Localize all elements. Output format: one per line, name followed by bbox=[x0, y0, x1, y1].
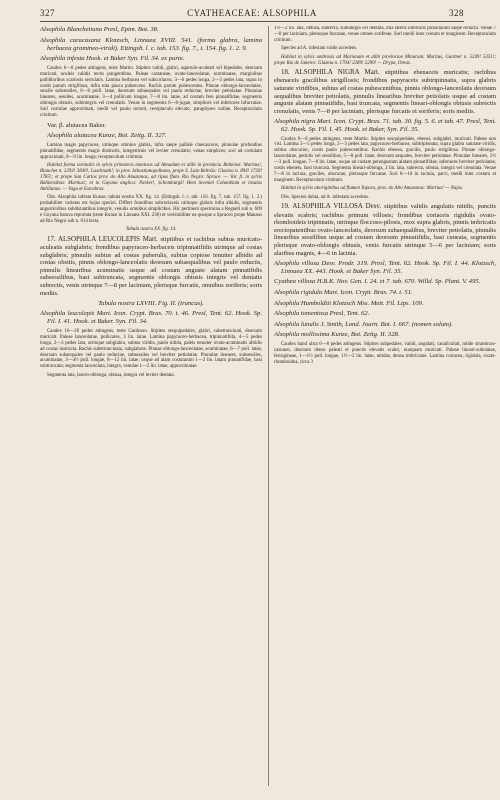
page-number-right: 328 bbox=[449, 8, 464, 18]
description: Caudex hand ultra 6—8 pedes attingens. Stipites subpedales, validi, angulati, canaliculati, nitide straminco-castanei, deorsum dense paleati et punctis elevatis scabri, nunquam muricati. Paleae lineari-subulatae, ferrugineae, 1—1½ poll. longae, 1½—2 lin. latae, nitidae, densa imbricatae. Lamina coriacea, rigidula, ovato-rhomboidea, circa 3 bbox=[274, 341, 496, 365]
plate-reference: Tabula nostra LXVIII. Fig. II. (truncus). bbox=[98, 299, 204, 307]
synonym: Alsophila mollissima Kunze, Bot. Zeitg. II. 328. bbox=[274, 331, 400, 339]
description-continued: 1½—2 lin. lata, obtusa, subrecta, subintegra vel dentata, ima lateris inferioris pinnularum saepe reducta. Venae 7—8 per laciniam, plerasque furcatae, venae omnes soriferae. Sori medii inter costam et marginem. Receptaculum crinitum. bbox=[274, 26, 496, 43]
synonym: Alsophila caracasana Klotzsch, Linnaea XVIII. 541. (forma glabra, lamina herbacea gramineo-viridi). Ettingsh. l. c. tab. 153. fig. 7., t. 154. fig. 1. 2. 9. bbox=[40, 36, 262, 52]
species-18-title: 18. ALSOPHILA NIGRA Mart. bbox=[281, 69, 380, 77]
header-rule bbox=[40, 21, 464, 22]
left-column bbox=[40, 26, 262, 792]
habitat: Habitat in sylvis umbrosis ad Marianam et alibi provinciae Minarum: Martius, Gardner n. 5249! 5351!; prope Rio de Janeiro: Glaziou n. 1704! 2289! 2290! — Drypa, Oreas. bbox=[274, 54, 496, 66]
synonym: Alsophila tomentosa Presl, Tent. 62. bbox=[274, 310, 370, 318]
variety-description: Lamina magis papyracea, utrinque omnino glabra, infra saepe pallide cinerascens, pinnulae profundius pinnatifidae, segmentis magis distinctis, integerrimis vel leviter crenulatis; venae simplices; sori ad costulam approximati, 8—9 lin. longa; receptaculum crinitum. bbox=[40, 142, 262, 160]
species-17-diagnosis: stipitibus et rachibus subtus muricato-aculeatis subglabris; frondibus papyraceo-herbaceis tripinnatifidis utrinque ad costas subglabris; pinnulis subtus ad costas puberulis, subtus copiose tenuiter albidis ad costas obsitis, pinnis oblongo-lanceolatis deorsum subaequalibus vel paulo reductis, pinnulis linearibus acuminatis usque ad costam anguste alatam pinnatifidis subsessilibus, basi subtruncata, segmentis oblongis obtusis integris vel dentatis subrectis, venis utrinque 7—8 per laciniam, plerisque furcatis, omnibus soriferis; soris mediis. bbox=[40, 235, 262, 297]
plate-reference: Tabula nostra XX. fig. 14. bbox=[125, 227, 177, 233]
species-17 bbox=[40, 236, 262, 297]
synonym: Alsophila leucolepis Mart. Icon. Crypt. Bras. 70. t. 46. Presl, Tent. 62. Hook. Sp. Fil. I. 41. Hook. et Baker. Syn. Fil. 34. bbox=[40, 310, 262, 326]
synonym: Cyathea villosa H.B.K. Nov. Gen. I. 24. et 7. tab. 670. Willd. Sp. Plant. V. 495. bbox=[274, 278, 481, 286]
synonym: Alsophila Blanchetiana Presl, Epim. Bot. 38. bbox=[40, 26, 159, 33]
synonym: Alsophila rigidula Mart. Icon. Crypt. Bras. 74. t. 51. bbox=[274, 288, 413, 296]
observation: Obs. Species dubia, ad A. infestam accedens. bbox=[281, 194, 370, 200]
right-column bbox=[274, 26, 496, 792]
page-header bbox=[40, 8, 464, 22]
species-19-title: 19. ALSOPHILA VILLOSA Desv. bbox=[281, 203, 382, 211]
description: Segmenta lata, lancei-oblonga, obtusa, integra vel leviter dentata. bbox=[47, 372, 175, 378]
species-18-diagnosis: stipitibus ebenaceis muricatis; rachibus ebenaceis gracilibus strigillosis; frondibus papyraceis subtripinnatis, supra glabris saturate viridibus, subtus ad costas pubescentibus, pinnis oblongo-lanceolatis deorsum aequalibus breviter petiolatis, pinnulis linearibus breviter petiolatis usque ad costam anguste alatam pinnatifidis, basi truncata, segmentis lineari-oblongis obtusis subrectis crenulatis, venis 7—8 per laciniam, plerisque furcatis et soriferis; soris mediis. bbox=[274, 69, 496, 115]
variety-heading: Var. β. alutacea Baker. bbox=[47, 121, 107, 129]
species-19 bbox=[274, 203, 496, 257]
observation: Obs. Alsophila infesta Kunze, tabula nostra XX. fig. 14. (Ettingsh. l. c. tab. 156. fig. 7, tab. 157. fig. 1. 2.) probabiliter varietas est hujus speciei. Differt frondibus subcoriaceis utrinque glabris infra albidis, segmentis angustioribus subdistantibus integris, venulis omnibus simplicibus. Hic pertinent specimina a Regnell sub n. 669 e Guyana batava reportata (teste Kunze in Linnaea XXI. 236) et verisimiliter ea quoque a Spruceo prope Manaos ad Rio Negro sub n. 614 lecta. bbox=[40, 195, 262, 224]
page-number-left: 327 bbox=[40, 8, 55, 18]
species-19-diagnosis: stipitibus validis angulatis nitidis, punctis elevatis scabris; rachibus primum villosis; frondibus coriaceis rigidulis ovato-rhomboideis tripinnatis, utrinque floccoso-pilosis, mox supra glabris, pinnis imbricatis erectopatentibus ovato-lanceolatis, deorsum subaequalibus, breviter petiolatis, pinnulis linearibus sessilibus usque ad costam deorsum pinnatifidis, basi cuneata, segmentis plerisque ovato-oblongis obtusis, venis furcatis utrinque 5—6 per laciniam; soris alaribus magnis, 4—6 in lacinia. bbox=[274, 203, 496, 257]
species-17-title: 17. ALSOPHILA LEUCOLEPIS Mart. bbox=[47, 235, 158, 243]
description: Caudex 6—8 pedes attingens, teste Martio. Stipites sesquipedales, ebenei, subglabri, muricati. Paleae non visi. Lamina 3—5 pedes longa, 2—3 pedes lata, papyraceo-herbacea, subtripinnata, supra glabra saturate viridis, subtus obscurior, costis paulo pubescentibus. Rachis ebenea, gracilis, paulo strigillosa. Pinnae oblongo-lanceolatae, petiolis vel sessilibus, 5—8 poll. latae, deorsum aequales, breviter petiolatae. Pinnulae lineares, 2½—3 poll. longae, 7—8 lin. latae, usque ad costam perangustam alatam pinnatifidae, inferiores breviter petiolatae, costis ebeneis, basi truncata. Segmenta lineari-oblonga, 2 lin. lata, subrecta, obtusa, integra vel crenulata. Venae 7—8 in lacinia, graciles, obscurae, plerasque furcatae. Sori 8—10 in lacinia, parvi, medii inter costam et marginem. Receptaculum crinitum. bbox=[274, 136, 496, 183]
species-18 bbox=[274, 69, 496, 115]
synonym: Alsophila Humboldtii Klotzsch Mss. Mett. Fil. Lips. 109. bbox=[274, 299, 424, 307]
column-divider bbox=[268, 26, 269, 786]
habitat: Habitat in sylvis aboriginibus ad flumen Yapura, prov. do Alto Amazonas: Martius! — Najas. bbox=[281, 186, 464, 192]
running-title: CYATHEACEAE: ALSOPHILA bbox=[187, 8, 317, 18]
habitat: Habitat forma normalis in sylvis primaevis montosis ad Almadam et alibi in provincia Bahiensi: Martius!, Blanchet n. 2293! 3840!, Luschnath!; in prov. Sebastianopolitana, prope S. Luiz-Beltrão: Glaziou n. 894! 1720! 1785!; et prope San Carlos prov. do Alto Amazonas, ad ripas flum. Rio Negro: Spruce. — Var. β. in sylvis Bahiensibus: Martius!; et in Guyana anglica: Parker!, Schomburgk! Hem inveniet Columbiam et insulas Antillanas. — Vaga et Extrabras. bbox=[40, 163, 262, 192]
description: Caudex 6—8 pedes attingens, teste Martio. Stipites validi, glabri, asperulo-aculeati vel bipedales, deorsum muricati, aculeis validis rectis pungentibus. Paleae castaneae, ovato-lanceolatae, acuminatae, marginibus pallidioribus scariosis serrulatis. Lamina herbacea vel subcoriacea, 3—6 pedes longa, 2—3 pedes lata, supra in costis parum strigillosa, infra tota pauca pubescens. Rachis parum pubescentes. Pinnae oblongo-lanceolatae, sessile subsessiles, 6—8 polll. latae, deorsum subaequales vel paulo reductae, breviter petiolatae. Pinnulae lineares, sessiles, acuminatae, 3—4 pollicum longae, 7—8 lin. latae, ad costam fere pinnatifidae, segmentis oblongis obtusis, subintegris vel crenulatis. Venae in segmentis 6—8-jugae, simplices vel inferiores bifurcatae. Sori costulae approximati, medii vel paulo remoti, receptaculo elevato; paraphyses nullae. Receptaculum crinitum. bbox=[40, 65, 262, 119]
synonym: Alsophila lunulis J. Smith, Lond. Journ. Bot. I. 667. (nomen solum). bbox=[274, 320, 453, 328]
synonym: Alsophila nigra Mart. Icon. Crypt. Bras. 71. tab. 30. fig. 5. 6. et tab. 47. Presl, Tent. 62. Hook. Sp. Fil. I. 45. Hook. et Baker, Syn. Fil. 35. bbox=[274, 117, 496, 133]
note: Species ad A. infestam valde accedens. bbox=[281, 46, 358, 52]
synonym: Alsophila infesta Hook. et Baker Syn. Fil. 34. ex parte. bbox=[40, 55, 185, 63]
description: Caudex 16—20 pedes attingens, teste Gardnero. Stipites sesquipedales, glabri, subetruncinati, deorsum muricati. Paleae lanceolatae, pollicares, 3 lin. latae. Lamina papyraceo-herbacea, tripinnatifida, 4—5 pedes longa, 2—3 pedes lata, utrinque subglabra, subtus viridis, paulo nitida, paleis tenuiter ovato-acuminatis albidis ad costas instructa. Rachis subetruncinata, subglabrae. Pinnae oblongo-lanceolatae, acuminatae, 6—7 poll. latae, deorsum subaequales vel paulo reductae, subsessiles vel breviter petiolatae. Pinnulae lineares, subsessiles, acuminatae, 3—4½ poll. longae, 8—12 lin. latae, usque ad alam costularum 1—2 lin. latam pinnatifidae, basi subtruncata; segmenta lanceolata, integra, venulae 1—2 lin. latae, approximatae. bbox=[40, 328, 262, 370]
synonym: Alsophila villosa Desv. Prodr. 319. Presl, Tent. 62. Hook. Sp. Fil. I. 44. Klotzsch, Linnaea XX. 443. Hook. et Baker Syn. Fil. 35. bbox=[274, 259, 496, 275]
variety-synonym: Alsophila alutacea Kunze, Bot. Zeitg. II. 327. bbox=[47, 132, 167, 140]
